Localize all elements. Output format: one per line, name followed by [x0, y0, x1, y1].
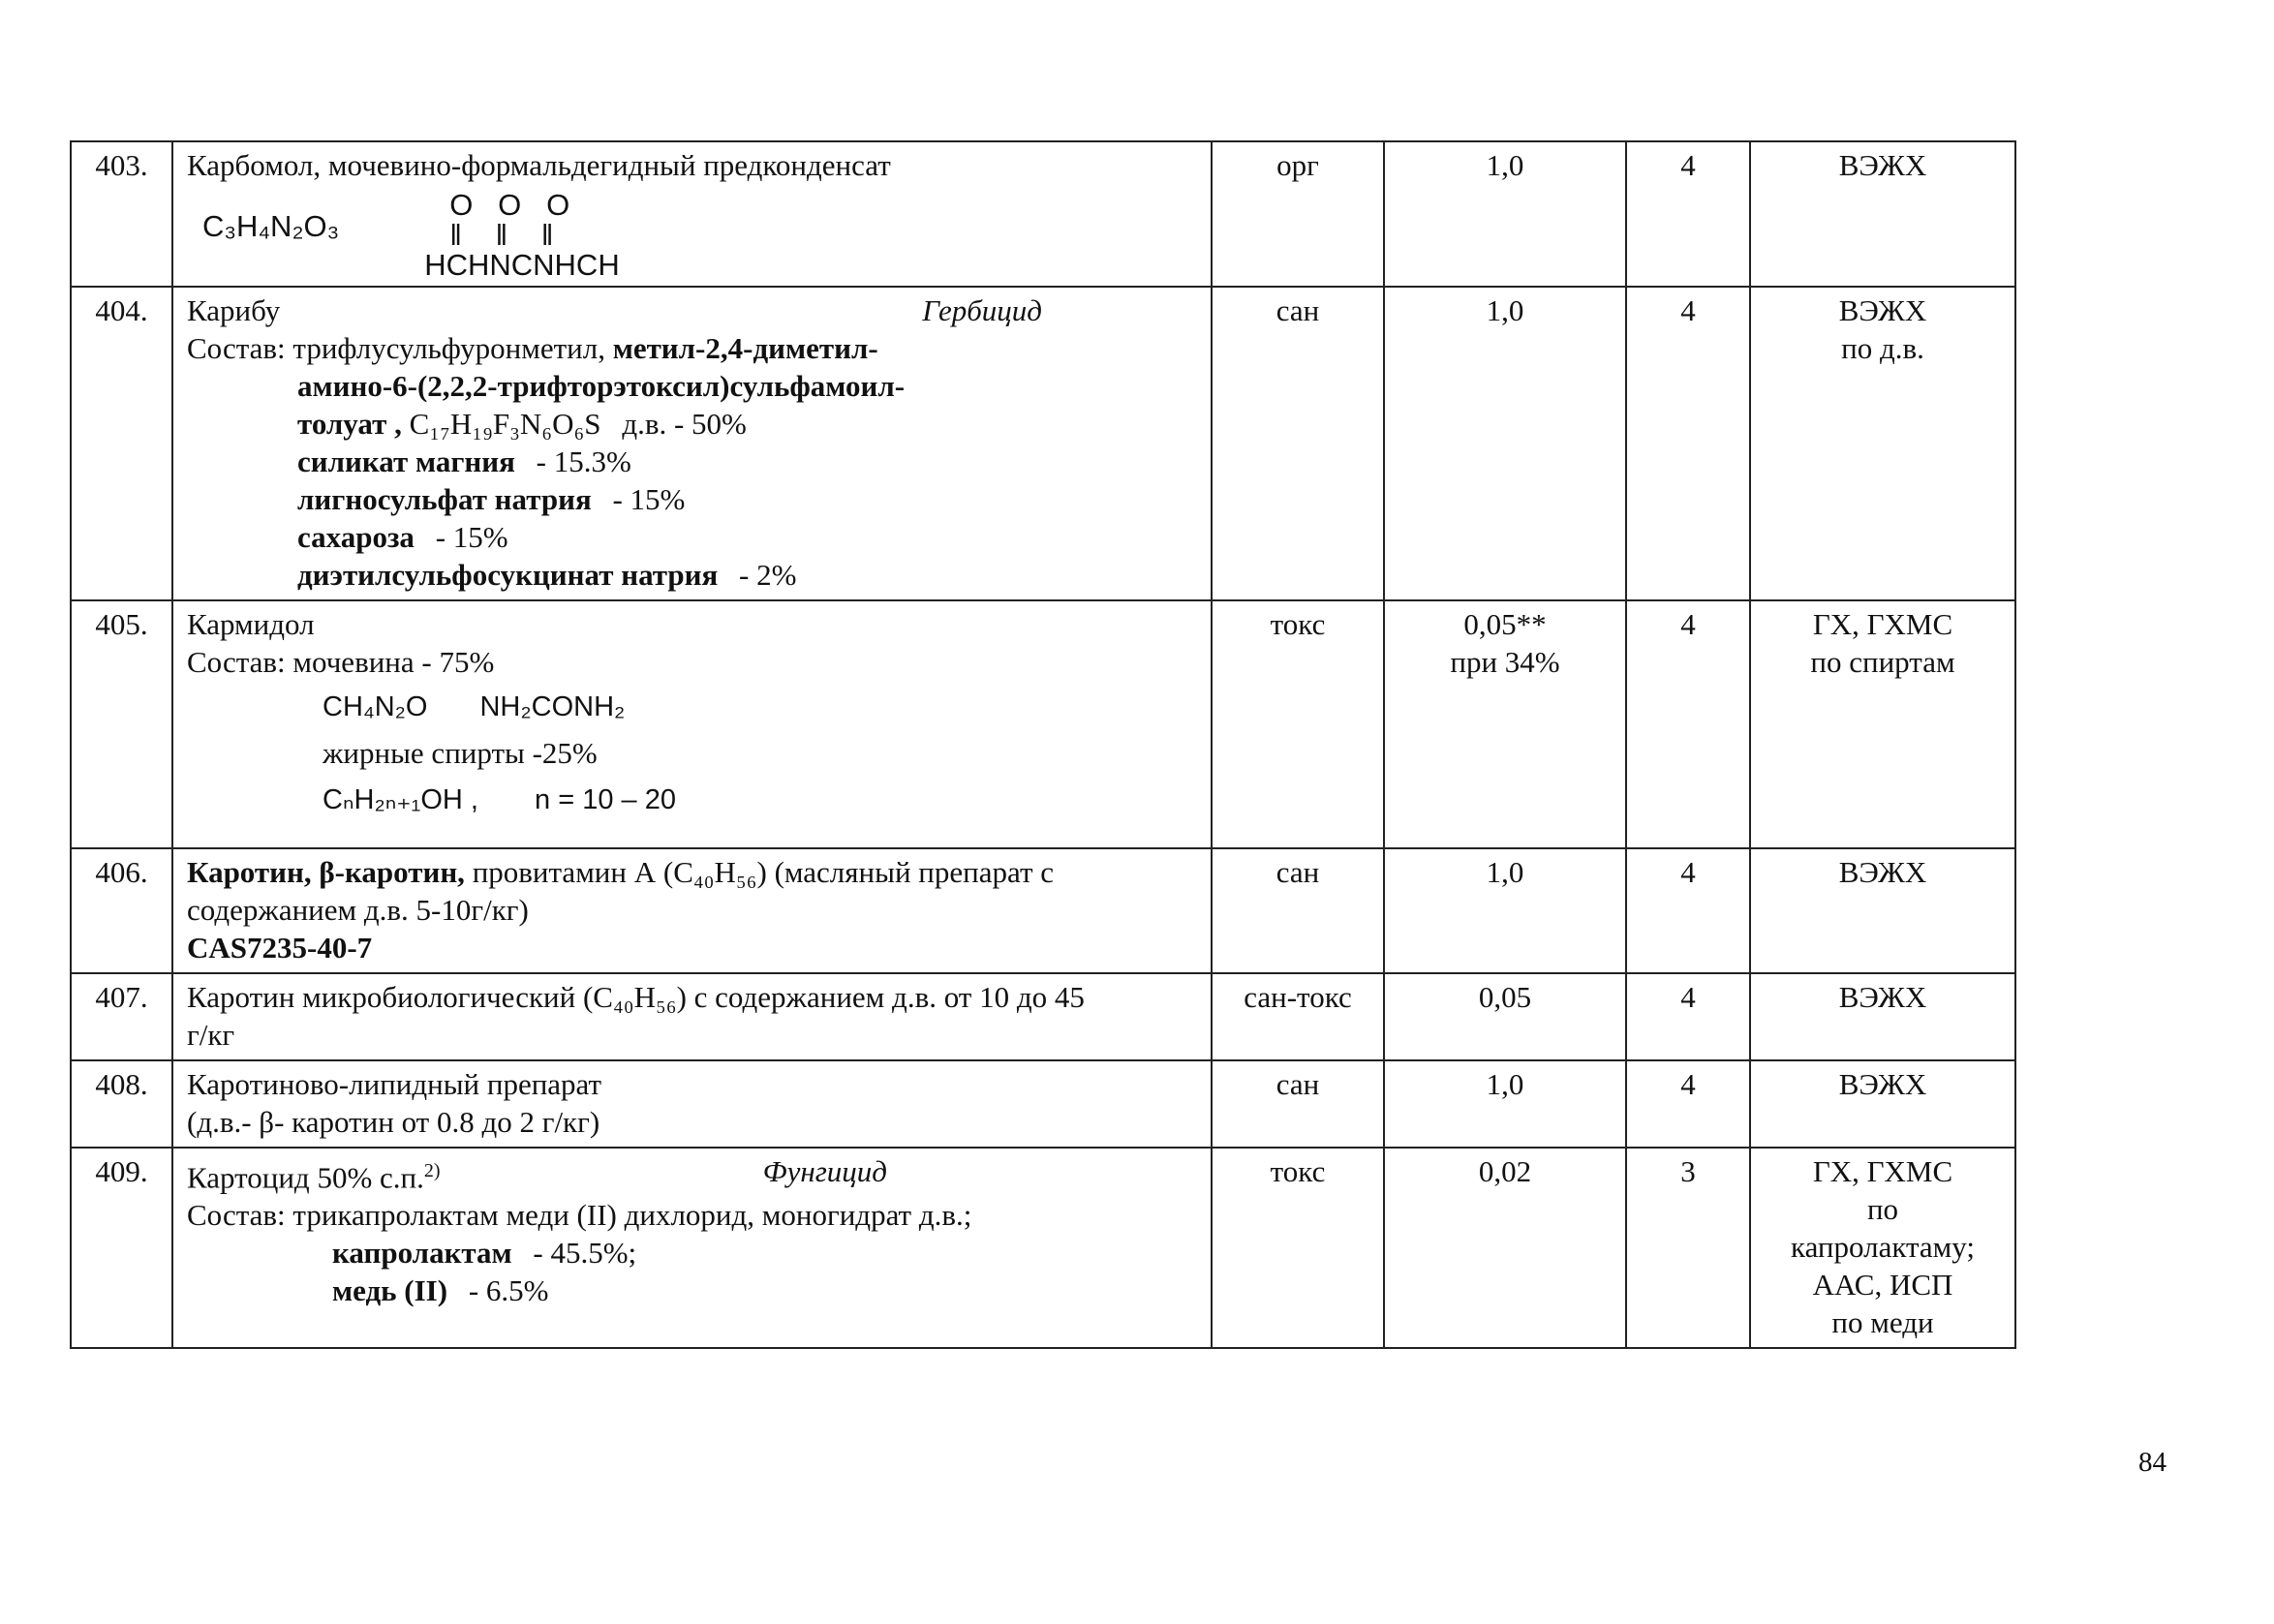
substance-cell [172, 1060, 1212, 1148]
table-row-403 [71, 141, 2015, 287]
substance-name: Карбомол, мочевино-формальдегидный предконденсат [187, 148, 891, 182]
substance-name-2: содержанием д.в. 5-10г/кг) [187, 893, 529, 927]
composition-line-3: толуат , C₁₇H₁₉F₃N₆O₆S д.в. - 50% [297, 407, 747, 441]
method-cell: ВЭЖХ [1750, 1060, 2015, 1148]
table-row-409 [71, 1148, 2015, 1348]
substance-cell [172, 600, 1212, 848]
structural-formula: O O O ‖ ‖ ‖ HCHNCNHCH [424, 188, 620, 282]
substance-name: Карибу [187, 293, 281, 327]
row-number: 406. [71, 848, 172, 973]
substance-cell [172, 287, 1212, 600]
composition-line-2: жирные спирты -25% [323, 736, 598, 770]
title-line [187, 1152, 1197, 1196]
class-cell: сан [1212, 848, 1384, 973]
substance-cell [172, 1148, 1212, 1348]
hazard-cell: 4 [1626, 848, 1750, 973]
row-number: 405. [71, 600, 172, 848]
composition-line-7: диэтилсульфосукцинат натрия - 2% [297, 558, 797, 592]
class-cell: сан [1212, 1060, 1384, 1148]
method-cell: ГХ, ГХМС по спиртам [1750, 600, 2015, 848]
substance-cell [172, 141, 1212, 287]
composition-line-3: медь (II) - 6.5% [332, 1273, 549, 1308]
row-number: 409. [71, 1148, 172, 1348]
substance-name-2: г/кг [187, 1018, 235, 1052]
alcohol-formula: CₙH₂ₙ₊₁OH , n = 10 – 20 [323, 784, 676, 815]
value-cell: 1,0 [1384, 141, 1626, 287]
substance-type: Фунгицид [762, 1154, 887, 1188]
composition-line-2: амино-6-(2,2,2-трифторэтоксил)сульфамоил- [297, 369, 906, 403]
value-cell: 1,0 [1384, 287, 1626, 600]
substance-name: Картоцид 50% с.п.$^{2)}$ [187, 1160, 441, 1195]
table-row-405 [71, 600, 2015, 848]
substance-name: Кармидол [187, 607, 315, 641]
table-row-407 [71, 973, 2015, 1060]
composition-line-5: лигносульфат натрия - 15% [297, 482, 686, 516]
method-cell: ВЭЖХ [1750, 973, 2015, 1060]
value-cell: 0,05** при 34% [1384, 600, 1626, 848]
hazard-cell: 4 [1626, 1060, 1750, 1148]
method-cell: ГХ, ГХМС по капролактаму; ААС, ИСП по меди [1750, 1148, 2015, 1348]
composition-line-1: Состав: трифлусульфуронметил, метил-2,4-диметил- [187, 331, 878, 365]
table-row-404 [71, 287, 2015, 600]
structure-block [187, 190, 1197, 280]
substance-type: Гербицид [922, 293, 1042, 327]
method-cell: ВЭЖХ по д.в. [1750, 287, 2015, 600]
composition-line-6: сахароза - 15% [297, 520, 508, 554]
substance-name: Каротин микробиологический (C₄₀H₅₆) с содержанием д.в. от 10 до 45 [187, 980, 1085, 1014]
row-number: 404. [71, 287, 172, 600]
substance-name: Каротиново-липидный препарат [187, 1067, 602, 1101]
molecular-formula: C₃H₄N₂O₃ [202, 209, 340, 243]
table-row-406 [71, 848, 2015, 973]
hazard-cell: 3 [1626, 1148, 1750, 1348]
row-number: 403. [71, 141, 172, 287]
hazard-cell: 4 [1626, 600, 1750, 848]
class-cell: токс [1212, 600, 1384, 848]
hazard-cell: 4 [1626, 973, 1750, 1060]
composition-line-1: Состав: мочевина - 75% [187, 645, 495, 679]
title-line [187, 291, 1197, 329]
composition-line-2: капролактам - 45.5%; [332, 1236, 637, 1271]
value-cell: 1,0 [1384, 848, 1626, 973]
value-cell: 0,02 [1384, 1148, 1626, 1348]
table-row-408 [71, 1060, 2015, 1148]
substance-name-2: (д.в.- β- каротин от 0.8 до 2 г/кг) [187, 1105, 600, 1139]
cas-number: CAS7235-40-7 [187, 931, 373, 965]
class-cell: сан-токс [1212, 973, 1384, 1060]
page-number: 84 [2138, 1447, 2166, 1478]
composition-line-1: Состав: трикапролактам меди (II) дихлорид, моногидрат д.в.; [187, 1198, 972, 1233]
hazard-cell: 4 [1626, 141, 1750, 287]
method-cell: ВЭЖХ [1750, 141, 2015, 287]
substance-cell [172, 848, 1212, 973]
composition-line-4: силикат магния - 15.3% [297, 444, 631, 478]
substance-name: Каротин, β-каротин, провитамин А (C₄₀H₅₆) (масляный препарат с [187, 855, 1055, 889]
class-cell: сан [1212, 287, 1384, 600]
urea-formulas: CH₄N₂O NH₂CONH₂ [323, 691, 626, 722]
row-number: 408. [71, 1060, 172, 1148]
value-cell: 0,05 [1384, 973, 1626, 1060]
substances-table [70, 140, 2016, 1349]
value-cell: 1,0 [1384, 1060, 1626, 1148]
class-cell: орг [1212, 141, 1384, 287]
method-cell: ВЭЖХ [1750, 848, 2015, 973]
footnote-mark: 2) [423, 1160, 441, 1181]
hazard-cell: 4 [1626, 287, 1750, 600]
substance-cell [172, 973, 1212, 1060]
class-cell: токс [1212, 1148, 1384, 1348]
row-number: 407. [71, 973, 172, 1060]
